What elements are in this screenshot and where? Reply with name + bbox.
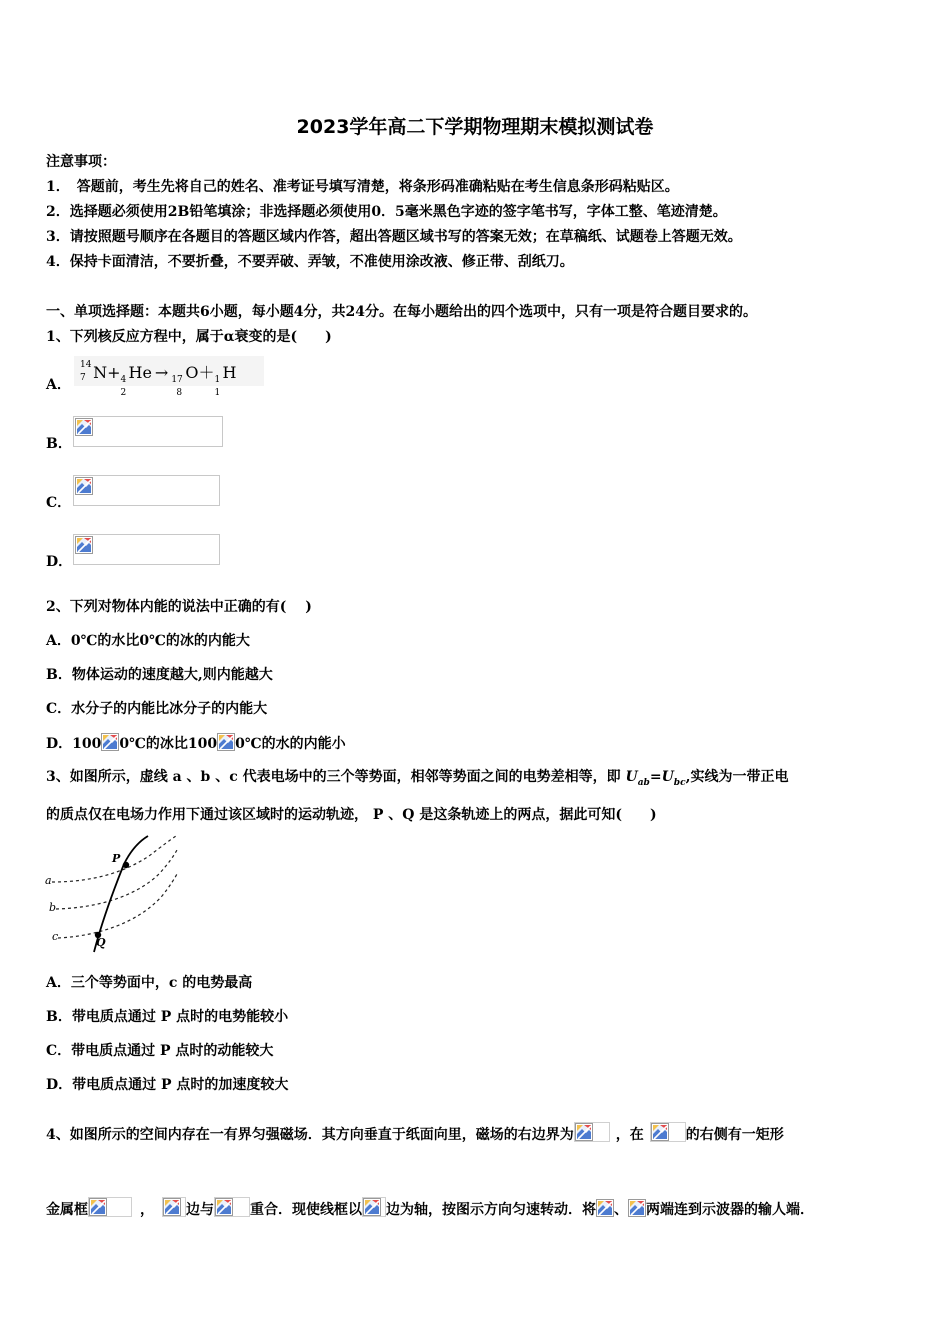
q4-text: 、 [614,1202,628,1218]
q1-label-b: B． [46,436,72,452]
notice-heading: 注意事项： [46,154,116,170]
q4-text: 4、如图所示的空间内存在一有界匀强磁场．其方向垂直于纸面向里，磁场的右边界为 [46,1127,574,1143]
broken-image-icon [89,1198,107,1216]
q1-stem: 1、下列核反应方程中，属于α衰变的是( ) [46,329,332,345]
eq-term: He [128,363,152,382]
q3-stem-line-2: 的质点仅在电场力作用下通过该区域时的运动轨迹， P 、Q 是这条轨迹上的两点，据此可知( ) [46,807,657,823]
nuclear-equation [80,360,237,398]
eq-term: N+ [93,363,121,382]
broken-image-icon [215,1198,233,1216]
q2-option-a: A．0℃的水比0℃的冰的内能大 [46,633,250,649]
broken-image-icon [363,1198,381,1216]
q2-d-text-2: 0℃的冰比100 [119,736,218,752]
label-c: c [52,930,59,943]
q4-line-1 [46,1122,784,1145]
label-a: a [45,874,52,887]
nuclide-n [80,360,93,383]
eq-term: H [222,363,237,382]
q2-option-b: B．物体运动的速度越大,则内能越大 [46,667,273,683]
notice-item-4: 4．保持卡面清洁，不要折叠，不要弄破、弄皱，不准使用涂改液、修正带、刮纸刀。 [46,254,574,270]
q4-text: ， [140,1202,154,1218]
inline-image-box [362,1197,386,1217]
q4-text: 的右侧有一矩形 [685,1127,784,1143]
inline-image-box [162,1197,186,1217]
q1-label-c: C． [46,495,72,511]
q1-option-b-image [73,416,223,447]
broken-image-icon [651,1123,669,1141]
label-b: b [49,901,57,914]
q3-stem-text-end: ,实线为一带正电 [685,769,789,785]
label-p: P [112,852,121,865]
inline-image-box [88,1197,132,1217]
label-q: Q [96,936,106,949]
q3-option-a: A．三个等势面中，c 的电势最高 [46,975,253,991]
q2-d-text-3: 0℃的水的内能小 [235,736,346,752]
broken-image-icon [217,733,235,751]
broken-image-icon [628,1199,646,1217]
atomic-number: 7 [80,373,86,383]
q1-formula-a [74,356,264,398]
atomic-number: 1 [214,388,221,398]
particle-trajectory [94,836,148,952]
q1-label-d: D． [46,554,73,570]
q1-option-d-image [73,534,220,565]
mass-number: 14 [80,360,92,370]
point-p [123,862,129,868]
q2-stem: 2、下列对物体内能的说法中正确的有( ) [46,599,312,615]
q3-option-c: C．带电质点通过 P 点时的动能较大 [46,1043,274,1059]
q2-option-c: C．水分子的内能比冰分子的内能大 [46,701,268,717]
q1-label-a: A． [46,377,71,393]
broken-image-icon [575,1123,593,1141]
q2-d-text-1: D．100 [46,736,102,752]
notice-item-1: 1． 答题前，考生先将自己的姓名、准考证号填写清楚，将条形码准确粘贴在考生信息条形码粘贴区。 [46,179,679,195]
inline-image-box [214,1197,250,1217]
page-title: 2023学年高二下学期物理期末模拟测试卷 [296,116,654,138]
broken-image-icon [75,536,93,554]
q4-text: ，在 [615,1127,644,1143]
q4-text: 边与 [186,1202,214,1218]
broken-image-icon [75,477,93,495]
reaction-arrow: → [154,363,169,382]
symbol-u: U [661,769,674,785]
q3-equipotential-figure [44,834,184,954]
atomic-number: 2 [120,388,127,398]
broken-image-icon [596,1199,614,1217]
broken-image-icon [101,733,119,751]
q3-option-b: B．带电质点通过 P 点时的电势能较小 [46,1009,289,1025]
q1-option-c-image [73,475,220,506]
subscript-bc: bc [673,777,686,788]
mass-number: 17 [171,375,183,385]
q4-text: 边为轴，按图示方向匀速转动．将 [386,1202,596,1218]
q4-text: 金属框 [46,1202,88,1218]
eq-term: O＋ [185,363,215,382]
q4-text: 重合．现使线框以 [250,1202,362,1218]
mass-number: 1 [214,375,221,385]
inline-image-box [574,1122,610,1142]
symbol-u: U [625,769,638,785]
q3-option-d: D．带电质点通过 P 点时的加速度较大 [46,1077,289,1093]
subscript-ab: ab [637,777,650,788]
q2-option-d [46,733,346,754]
broken-image-icon [75,418,93,436]
q3-stem-line-1 [46,767,788,793]
section-heading: 一、单项选择题：本题共6小题，每小题4分，共24分。在每小题给出的四个选项中，只有一项是符合题目要求的。 [46,304,757,320]
broken-image-icon [163,1198,181,1216]
q4-line-2 [46,1197,814,1220]
q4-text: 两端连到示波器的输人端． [646,1202,814,1218]
mass-number: 4 [120,375,127,385]
notice-item-2: 2．选择题必须使用2B铅笔填涂；非选择题必须使用0．5毫米黑色字迹的签字笔书写，字体工整、笔迹清楚。 [46,204,727,220]
q3-stem-text: 3、如图所示，虚线 a 、b 、c 代表电场中的三个等势面，相邻等势面之间的电势差相等，即 [46,769,626,785]
equipotential-line-c [58,872,178,938]
equals-sign: = [649,769,662,785]
inline-image-box [650,1122,686,1142]
notice-item-3: 3．请按照题号顺序在各题目的答题区域内作答，超出答题区域书写的答案无效；在草稿纸、试题卷上答题无效。 [46,229,742,245]
atomic-number: 8 [176,388,183,398]
